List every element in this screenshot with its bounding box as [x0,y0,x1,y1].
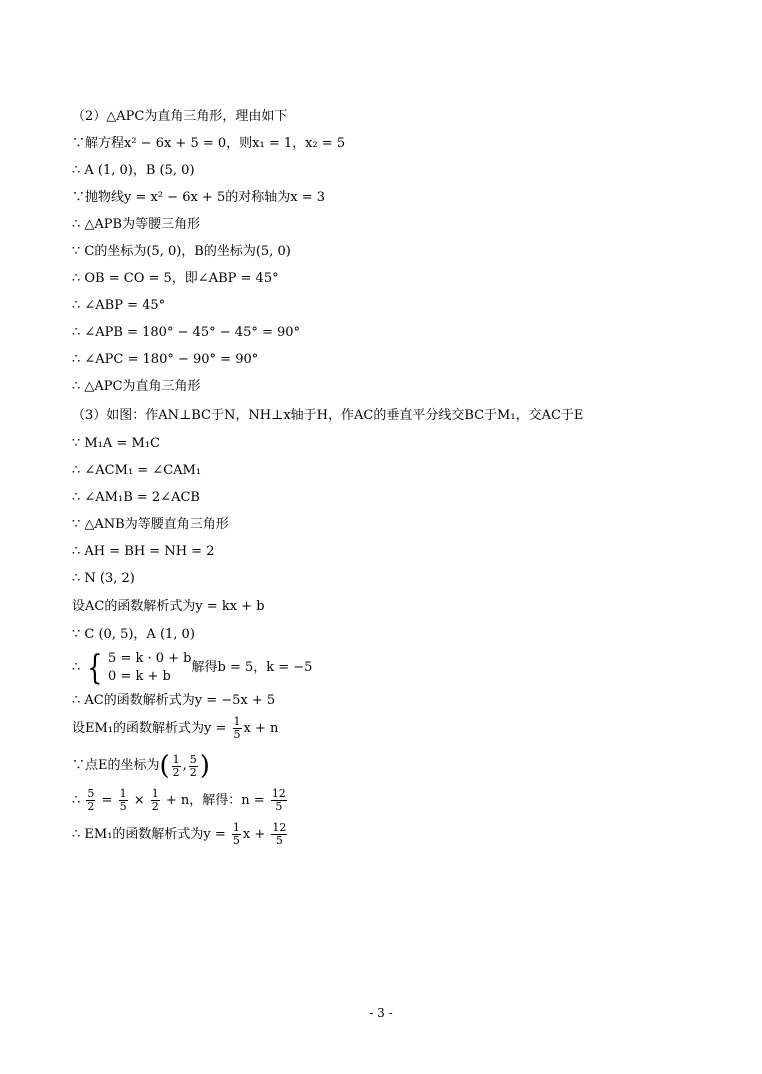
solution-line [72,462,201,480]
fraction [151,788,160,813]
solution-line [72,135,345,153]
right-paren: ) [199,751,210,781]
fraction [233,716,242,741]
text: 设EM₁的函数解析式为y = [72,720,231,736]
solution-line [72,626,195,644]
solution-line [72,162,195,180]
text: ∵解方程x² − 6x + 5 = 0，则x₁ = 1，x₂ = 5 [72,136,346,151]
numerator: 1 [232,821,240,834]
numerator: 5 [189,752,197,766]
numerator: 1 [151,787,159,800]
text: 设AC的函数解析式为y = kx + b [72,599,265,614]
numerator: 12 [272,821,287,834]
text: ∴ △APC为直角三角形 [72,379,201,394]
fraction [271,788,287,813]
text: = [97,792,117,808]
text: ∴ ∠APC = 180° − 90° = 90° [72,352,259,367]
text: ∴ AH = BH = NH = 2 [72,544,215,559]
text: ∵点E的坐标为 [72,758,160,773]
fraction [189,754,198,779]
solution-line [72,108,287,126]
text: ∴ ∠AM₁B = 2∠ACB [72,490,200,505]
fraction [119,788,128,813]
solution-line [72,435,160,453]
equation-system [84,650,191,686]
text: ∴ ∠APB = 180° − 45° − 45° = 90° [72,325,301,340]
solution-line [72,489,200,507]
text: ∴ [72,792,85,808]
solution-line [72,297,165,315]
solution-line [72,189,325,207]
denominator: 2 [172,765,180,779]
solution-line [72,516,229,534]
numerator: 1 [233,715,241,728]
solution-line [72,351,258,369]
text: （3）如图：作AN⊥BC于N，NH⊥x轴于H，作AC的垂直平分线交BC于M₁，交AC于E [72,408,584,423]
denominator: 2 [87,800,95,813]
comma: , [182,758,187,773]
left-paren: ( [159,751,170,781]
text: ∴ ∠ACM₁ = ∠CAM₁ [72,463,202,478]
page-number: - 3 - [369,1006,393,1020]
solution-line [72,822,289,847]
solution-line [72,270,279,288]
solution-line [72,407,583,425]
solution-line [72,788,289,813]
text: ∴ EM₁的函数解析式为y = [72,826,230,842]
denominator: 2 [151,800,159,813]
equation: 5 = k · 0 + b [108,651,192,666]
fraction [86,788,95,813]
numerator: 1 [119,787,127,800]
denominator: 5 [275,800,283,813]
denominator: 5 [232,834,240,847]
solution-line [72,752,210,780]
text: 解得b = 5，k = −5 [191,660,313,675]
text: ∴ N (3, 2) [72,571,135,586]
solution-line [72,324,300,342]
text: + n，解得：n = [161,792,269,808]
text: ∴ △APB为等腰三角形 [72,217,201,232]
text: ∴ OB = CO = 5，即∠ABP = 45° [72,271,279,286]
text: ∴ [72,660,85,675]
text: （2）△APC为直角三角形，理由如下 [72,109,288,124]
text: ∵ C (0, 5)，A (1, 0) [72,627,195,642]
text: ∵抛物线y = x² − 6x + 5的对称轴为x = 3 [72,190,325,205]
fraction [271,822,287,847]
solution-line [72,378,200,396]
numerator: 12 [271,787,286,800]
denominator: 5 [119,800,127,813]
denominator: 2 [189,765,197,779]
solution-line [72,598,265,616]
solution-line [72,570,135,588]
system-rows [108,650,191,686]
text: ∵ M₁A = M₁C [72,436,160,451]
text: × [129,792,149,808]
text: ∴ A (1, 0)，B (5, 0) [72,163,195,178]
solution-line [72,216,200,234]
text: x + [242,826,270,842]
text: ∵ C的坐标为(5, 0)，B的坐标为(5, 0) [72,244,291,259]
equation-system-line [72,650,312,686]
text: ∵ △ANB为等腰直角三角形 [72,517,229,532]
fraction [232,822,241,847]
solution-line [72,692,275,710]
text: ∴ ∠ABP = 45° [72,298,166,313]
text: ∴ AC的函数解析式为y = −5x + 5 [72,693,276,708]
brace-symbol: { [87,648,103,688]
text: x + n [243,720,279,736]
denominator: 5 [275,834,283,847]
numerator: 5 [87,787,95,800]
numerator: 1 [172,752,180,766]
solution-line [72,543,214,561]
equation: 0 = k + b [108,669,171,684]
fraction [172,754,181,779]
solution-line [72,243,291,261]
solution-line [72,716,278,741]
denominator: 5 [233,728,241,741]
